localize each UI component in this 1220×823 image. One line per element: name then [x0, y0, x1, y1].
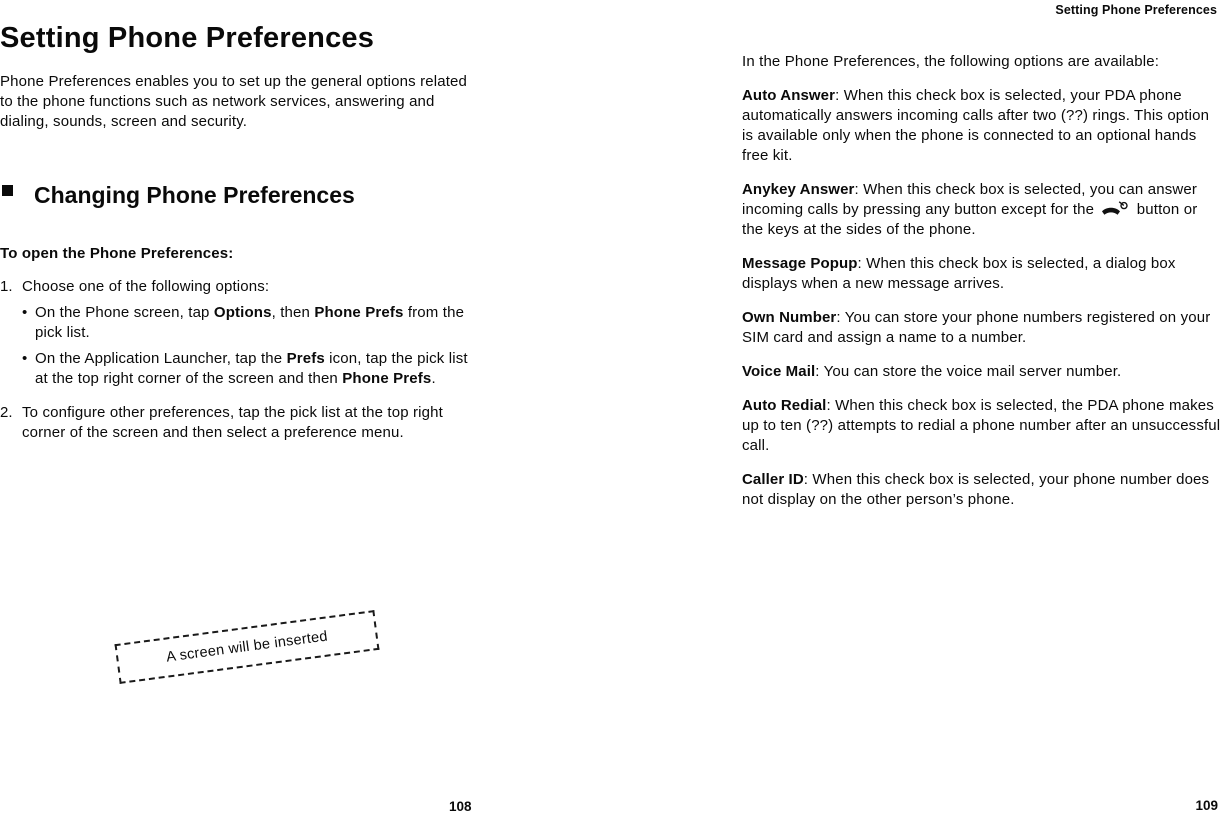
step-number: 1.: [0, 278, 13, 295]
page-number-left: 108: [449, 799, 472, 814]
step-body: [22, 277, 470, 389]
option-label: Own Number: [742, 309, 837, 326]
step-item: [0, 403, 470, 443]
option-label: Auto Answer: [742, 87, 836, 104]
option-paragraph: Message Popup: When this check box is selected, a dialog box displays when a new message arrives.: [742, 255, 1176, 292]
step-text: Choose one of the following options:: [22, 278, 270, 295]
bold-term: Phone Prefs: [314, 304, 404, 321]
option-paragraph: Anykey Answer: When this check box is selected, you can answer incoming calls by pressing any button except for the button or the keys at the sides of the phone.: [742, 181, 1198, 238]
step-item: [0, 277, 470, 389]
step-number: 2.: [0, 404, 13, 421]
option-label: Auto Redial: [742, 397, 827, 414]
bullet-item: [22, 349, 470, 389]
running-header: Setting Phone Preferences: [1055, 3, 1217, 17]
right-page: [742, 0, 1220, 510]
bold-term: Prefs: [286, 350, 325, 367]
option-paragraph: Own Number: You can store your phone numbers registered on your SIM card and assign a name to a number.: [742, 309, 1211, 346]
page-number-right: 109: [1195, 798, 1218, 813]
bullet-text: On the Application Launcher, tap the Prefs icon, tap the pick list at the top right corner of the screen and then Phone Prefs.: [35, 350, 468, 387]
section-heading-text: Changing Phone Preferences: [34, 182, 355, 208]
steps-list: [0, 277, 470, 443]
bullet-text: On the Phone screen, tap Options, then Phone Prefs from the pick list.: [35, 304, 465, 341]
page-title: Setting Phone Preferences: [0, 22, 375, 54]
option-label: Anykey Answer: [742, 181, 855, 198]
square-bullet-icon: [2, 185, 13, 196]
option-label: Caller ID: [742, 471, 804, 488]
option-label: Message Popup: [742, 255, 858, 272]
option-paragraph: Auto Redial: When this check box is selected, the PDA phone makes up to ten (??) attempts to redial a phone number after an unsuccessful call.: [742, 397, 1220, 454]
left-page: [0, 0, 470, 443]
option-paragraph: Voice Mail: You can store the voice mail server number.: [742, 363, 1122, 380]
bold-term: Phone Prefs: [342, 370, 432, 387]
options-intro: In the Phone Preferences, the following options are available:: [742, 53, 1160, 70]
options-list: [742, 86, 1220, 510]
screen-placeholder-text: A screen will be inserted: [165, 628, 329, 666]
bullet-icon: •: [22, 304, 28, 321]
step-text: To configure other preferences, tap the pick list at the top right corner of the screen and then select a preference menu.: [22, 404, 443, 441]
section-heading: [0, 182, 470, 208]
end-call-power-icon: [1101, 201, 1129, 216]
option-paragraph: Auto Answer: When this check box is selected, your PDA phone automatically answers incoming calls after two (??) rings. This option is available only when the phone is connected to an optional hands free kit.: [742, 87, 1210, 164]
option-paragraph: Caller ID: When this check box is selected, your phone number does not display on the other person’s phone.: [742, 471, 1210, 508]
step-body: [22, 403, 470, 443]
bullet-icon: •: [22, 350, 28, 367]
intro-paragraph: Phone Preferences enables you to set up the general options related to the phone functions such as network services, answering and dialing, sounds, screen and security.: [0, 73, 468, 130]
screen-placeholder-note: [115, 610, 380, 684]
procedure-title: To open the Phone Preferences:: [0, 245, 234, 262]
option-label: Voice Mail: [742, 363, 816, 380]
bold-term: Options: [213, 304, 272, 321]
bullet-item: [22, 303, 470, 343]
